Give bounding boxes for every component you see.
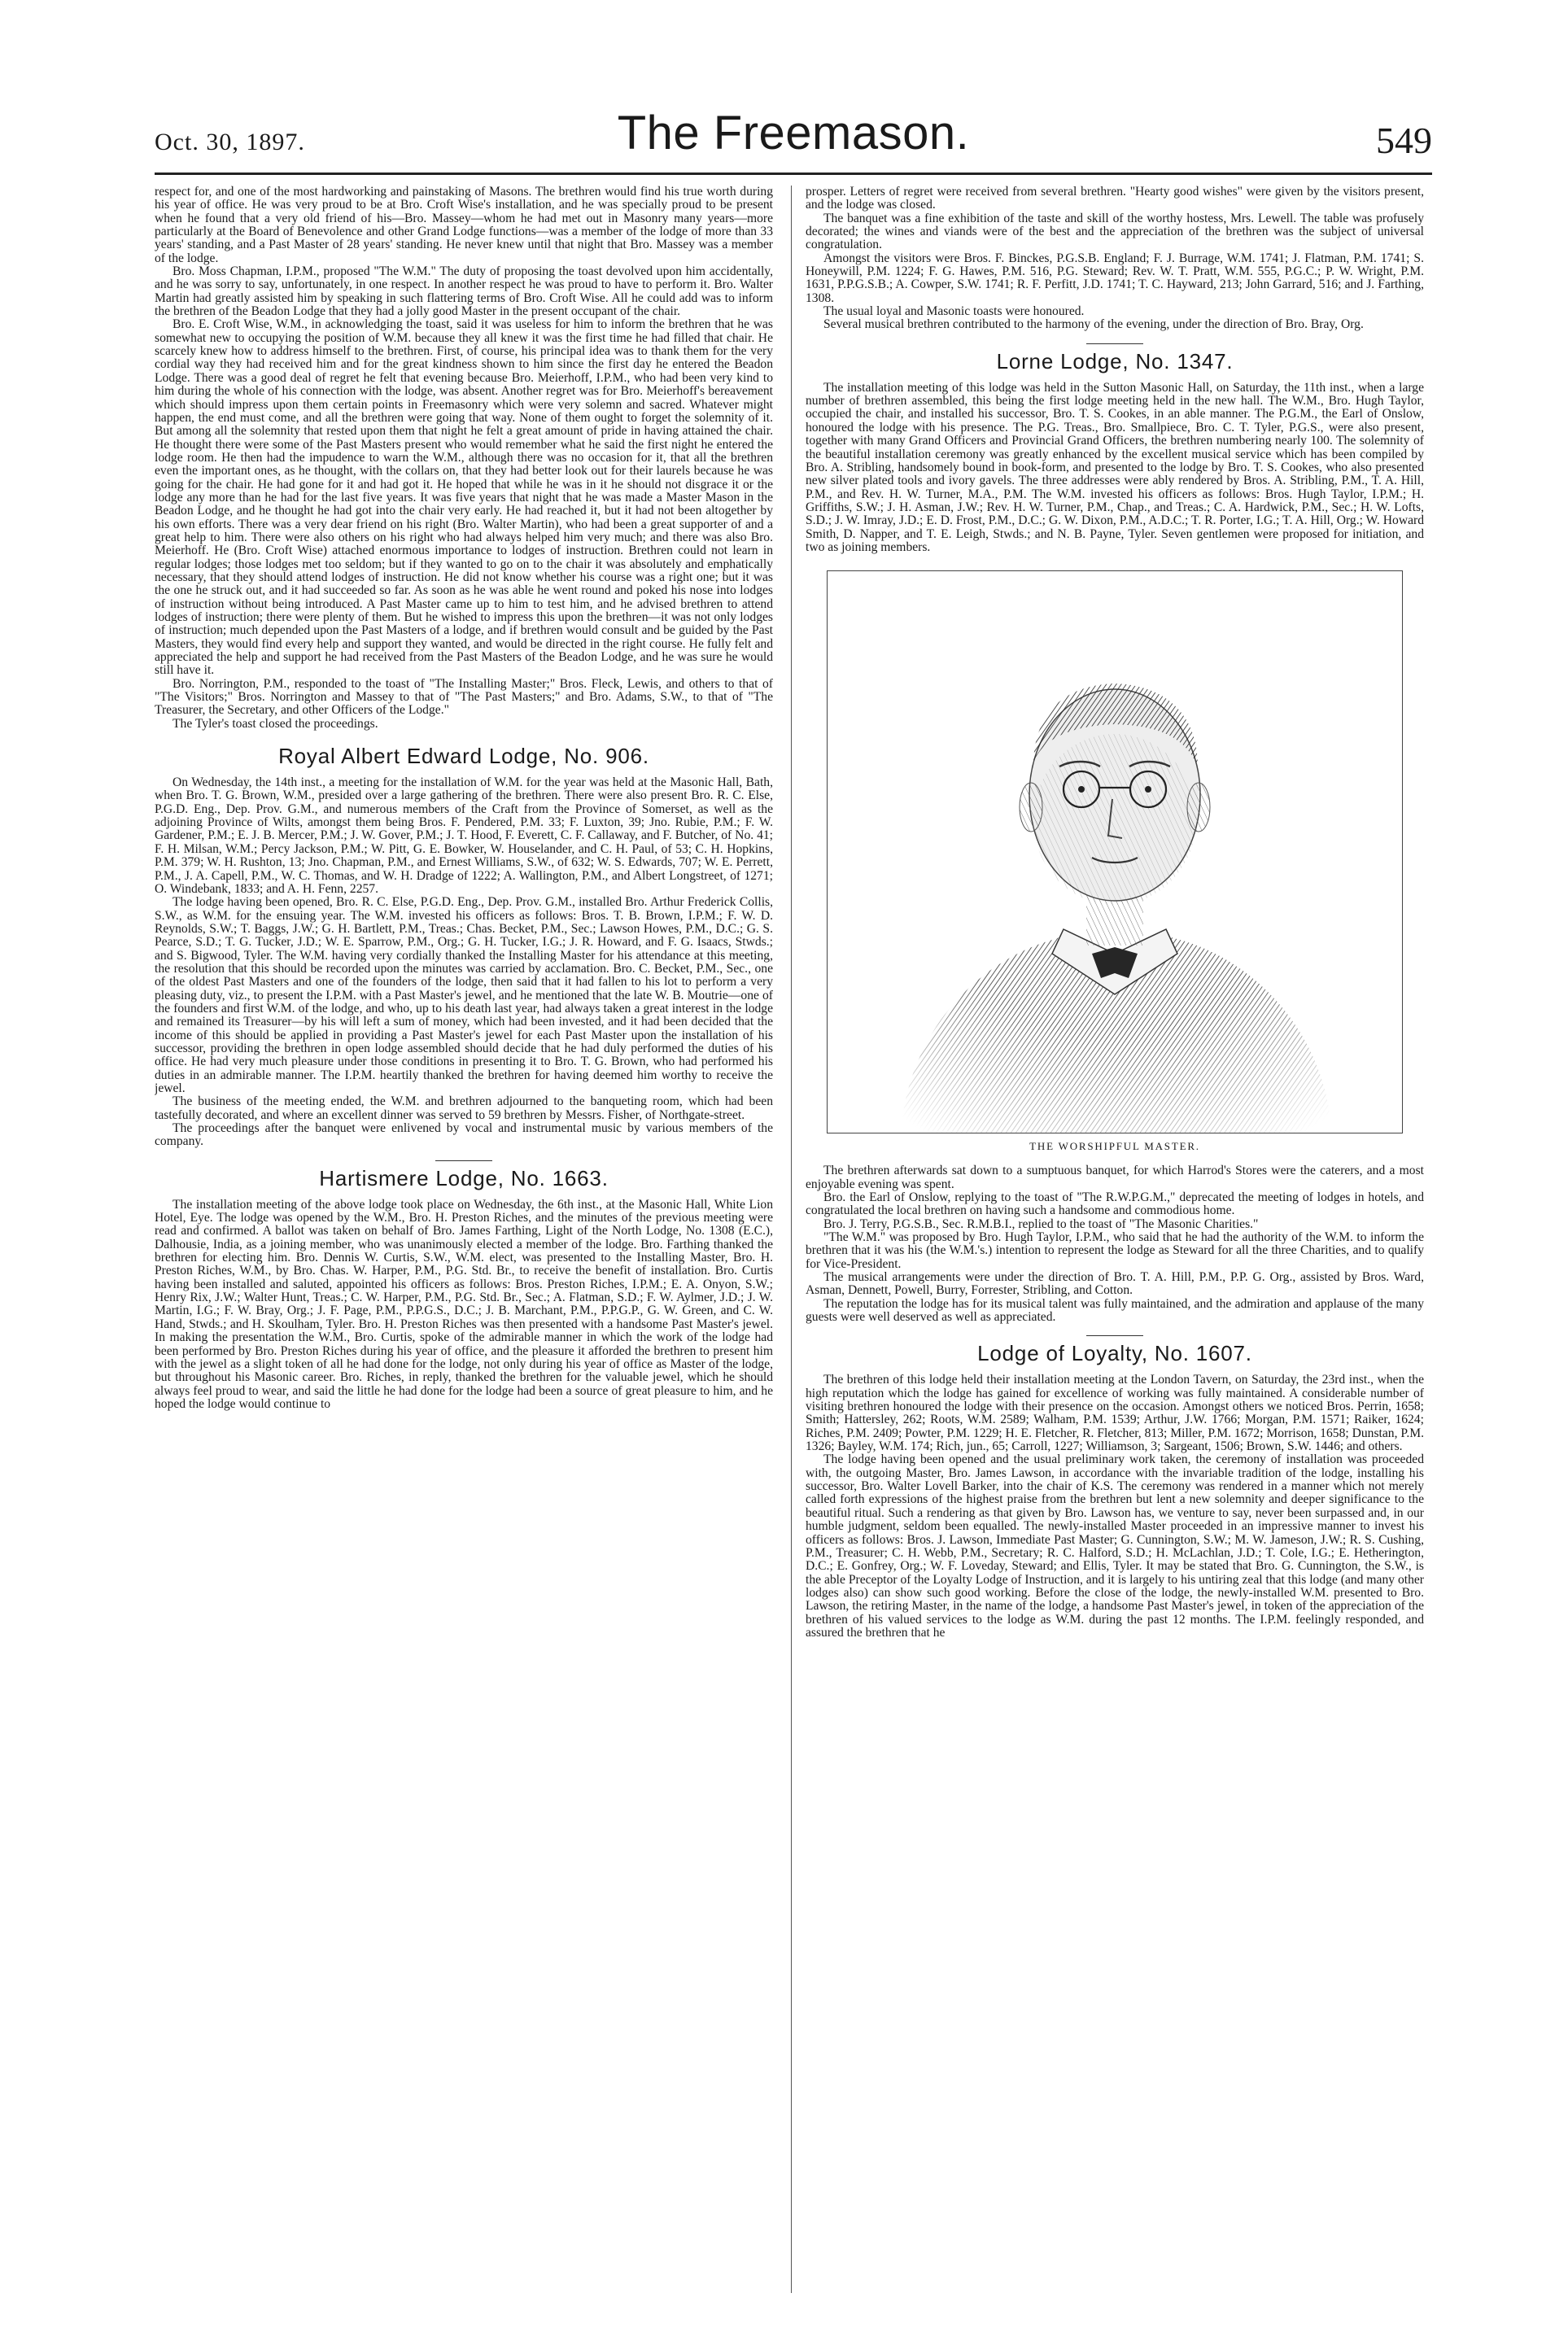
- paragraph: The installation meeting of this lodge was held in the Sutton Masonic Hall, on Saturday, the 11th inst., when a large number of brethren assembled, this being the first lodge meeting held in the new hall. The W.M., Bro. Hugh Taylor, occupied the chair, and installed his successor, Bro. T. S. Cookes, in an able manner. The P.G.M., the Earl of Onslow, honoured the lodge with his presence. The P.G. Treas., Bro. Smallpiece, Bro. C. T. Tyler, P.G.S., were also present, together with many Grand Officers and Provincial Grand Officers, the brethren numbering nearly 100. The solemnity of the beautiful installation ceremony was greatly enhanced by the excellent musical service which has been compiled by Bro. A. Stribling, handsomely bound in book-form, and presented to the lodge by Bro. T. S. Cookes, who also presented new silver plated tools and ivory gavels. The three addresses were ably rendered by Bros. A. Stribling, P.M., T. A. Hill, P.M., and Rev. H. W. Turner, M.A., P.M. The W.M. invested his officers as follows: Bros. Hugh Taylor, I.P.M.; H. Griffiths, S.W.; J. H. Asman, J.W.; Rev. H. W. Turner, P.M., Chap., and Treas.; C. A. Hardwick, P.M., Sec.; H. W. Lofts, S.D.; J. W. Imray, J.D.; E. D. Frost, P.M., D.C.; G. W. Dixon, P.M., A.D.C.; T. R. Porter, I.G.; T. A. Hill, Org.; W. Howard Smith, D. Napper, and T. E. Leigh, Stwds.; and N. B. Payne, Tyler. Seven gentlemen were proposed for initiation, and two as joining members.: [806, 380, 1424, 554]
- masthead: [155, 106, 1432, 163]
- issue-date: Oct. 30, 1897.: [155, 129, 305, 155]
- paragraph: The banquet was a fine exhibition of the taste and skill of the worthy hostess, Mrs. Lewell. The table was profusely decorated; the wines and viands were of the best and the appreciation of the brethren was the subject of universal congratulation.: [806, 211, 1424, 252]
- article-lorne-lodge: [806, 343, 1424, 1325]
- portrait-engraving: [828, 571, 1402, 1133]
- article-lodge-of-loyalty: [806, 1335, 1424, 1640]
- paragraph: Bro. Norrington, P.M., responded to the toast of "The Installing Master;" Bros. Fleck, Lewis, and others to that of "The Visitors;" Bros. Norrington and Massey to that of "The Past Masters;" and Bro. Adams, S.W., to that of "The Treasurer, the Secretary, and other Officers of the Lodge.": [155, 676, 773, 718]
- section-rule: [435, 1160, 492, 1161]
- left-column: [155, 186, 773, 2293]
- paragraph: Several musical brethren contributed to the harmony of the evening, under the direction of Bro. Bray, Org.: [823, 317, 1364, 332]
- paragraph: The reputation the lodge has for its musical talent was fully maintained, and the admiration and applause of the many guests were well deserved as well as appreciated.: [806, 1296, 1424, 1325]
- column-divider: [791, 186, 792, 2293]
- hartismere-lodge-continuation: [806, 186, 1424, 332]
- section-heading: Lorne Lodge, No. 1347.: [996, 348, 1234, 373]
- paragraph: The brethren afterwards sat down to a sumptuous banquet, for which Harrod's Stores were the caterers, and a most enjoyable evening was spent.: [806, 1164, 1424, 1191]
- paragraph: prosper. Letters of regret were received from several brethren. "Hearty good wishes" were given by the visitors present, and the lodge was closed.: [806, 186, 1424, 212]
- paragraph: The installation meeting of the above lodge took place on Wednesday, the 6th inst., at the Masonic Hall, White Lion Hotel, Eye. The lodge was opened by the W.M., Bro. H. Preston Riches, and the minutes of the previous meeting were read and confirmed. A ballot was taken on behalf of Bro. James Farthing, Light of the North Lodge, No. 1308 (E.C.), Dalhousie, India, as a joining member, who was unanimously elected a member of the lodge. Bro. Farthing thanked the brethren for electing him. Bro. Dennis W. Curtis, S.W., W.M. elect, was presented to the Installing Master, Bro. H. Preston Riches, W.M., by Bro. Chas. W. Harper, P.M., P.G. Std. Br., to receive the benefit of installation. Bro. Curtis having been installed and saluted, appointed his officers as follows: Bros. Preston Riches, I.P.M.; E. A. Onyon, S.W.; Henry Rix, J.W.; Walter Hunt, Treas.; C. W. Harper, P.M., P.G. Std. Br., Sec.; A. Flatman, S.D.; F. W. Aylmer, J.D.; J. W. Martin, I.G.; F. W. Bray, Org.; J. F. Page, P.M., P.P.G.S., D.C.; J. B. Marchant, P.M., P.P.G.P., G. W. Green, and C. W. Hand, Stwds.; and H. Skoulham, Tyler. Bro. H. Preston Riches was then presented with a handsome Past Master's jewel. In making the presentation the W.M., Bro. Curtis, spoke of the admirable manner in which the work of the lodge had been performed by Bro. Preston Riches during his year of office, and the pleasure it afforded the brethren to present him with the jewel as a slight token of all he had done for the lodge, not only during his year of office as Master of the lodge, but throughout his Masonic career. Bro. Riches, in reply, thanked the brethren for the valuable jewel, which he should always feel proud to wear, and said the little he had done for the lodge had been a source of great pleasure to him, and he hoped the lodge would continue to: [155, 1197, 773, 1411]
- paragraph: The lodge having been opened and the usual preliminary work taken, the ceremony of installation was proceeded with, the outgoing Master, Bro. James Lawson, in accordance with the invariable tradition of the lodge, installing his successor, Bro. Walter Lovell Barker, into the chair of K.S. The ceremony was rendered in a manner which not merely called forth expressions of the highest praise from the brethren but lent a new solemnity and deeper significance to the beautiful ritual. Such a rendering as that given by Bro. Lawson has, we venture to say, never been surpassed and, in our humble judgment, seldom been equalled. The newly-installed Master proceeded in an impressive manner to invest his officers as follows: Bros. J. Lawson, Immediate Past Master; G. Cunnington, S.W.; M. W. Jameson, J.W.; R. S. Cushing, P.M., Treasurer; C. H. Webb, P.M., Secretary; R. C. Halford, S.D.; H. McLachlan, J.D.; T. Cole, I.G.; E. Hetherington, D.C.; E. Gonfrey, Org.; W. F. Loveday, Steward; and Ellis, Tyler. It may be stated that Bro. G. Cunnington, the S.W., is the able Preceptor of the Loyalty Lodge of Instruction, and it is largely to his untiring zeal that this lodge (and many other lodges also) can show such good working. Before the close of the lodge, the newly-installed W.M. presented to Bro. Lawson, the retiring Master, in the name of the lodge, a handsome Past Master's jewel, in token of the appreciation of the brethren of his valued services to the lodge as W.M. during the past 12 months. The I.P.M. feelingly responded, and assured the brethren that he: [806, 1452, 1424, 1640]
- masthead-rule: [155, 173, 1432, 175]
- paragraph: On Wednesday, the 14th inst., a meeting for the installation of W.M. for the year was held at the Masonic Hall, Bath, when Bro. T. G. Brown, W.M., presided over a large gathering of the brethren. There were also present Bro. R. C. Else, P.G.D. Eng., Dep. Prov. G.M., and numerous members of the Craft from the Province of Somerset, as well as the adjoining Province of Wilts, amongst them being Bros. F. Pendered, P.M. 33; F. Luxton, 39; Jno. Rubie, P.M.; F. W. Gardener, P.M.; E. J. B. Mercer, P.M.; J. W. Gover, P.M.; J. T. Hood, F. Everett, C. F. Callaway, and F. Butcher, of No. 41; F. H. Milsan, W.M.; Percy Jackson, P.M.; W. Pitt, G. E. Bowker, W. Houselander, and C. H. Paul, of 53; C. H. Hopkins, P.M. 379; W. H. Rushton, 13; Jno. Chapman, P.M., and Ernest Williams, S.W., of 632; W. S. Edwards, 707; W. E. Perrett, P.M., J. A. Capell, P.M., W. C. Thomas, and W. H. Dradge of 1222; A. Wallington, P.M., and Albert Longstreet, of 1271; O. Windebank, 1833; and A. H. Fenn, 2257.: [155, 775, 773, 896]
- section-heading: Lodge of Loyalty, No. 1607.: [977, 1341, 1252, 1366]
- portrait-figure: [806, 570, 1424, 1153]
- paragraph: "The W.M." was proposed by Bro. Hugh Taylor, I.P.M., who said that he had the authority of the W.M. to inform the brethren that it was his (the W.M.'s.) intention to represent the lodge as Steward for all the three Charities, and to qualify for Vice-President.: [806, 1230, 1424, 1271]
- right-column: [806, 186, 1424, 2293]
- paragraph: The business of the meeting ended, the W.M. and brethren adjourned to the banqueting room, which had been tastefully decorated, and where an excellent dinner was served to 59 brethren by Messrs. Fisher, of Northgate-street.: [155, 1094, 773, 1122]
- paragraph: Bro. E. Croft Wise, W.M., in acknowledging the toast, said it was useless for him to inform the brethren that he was somewhat new to occupying the position of W.M. because they all knew it was the first time he had filled that chair. He scarcely knew how to address himself to the brethren. First, of course, his principal idea was to thank them for the very cordial way they had received him and for the great kindness shown to him since the first day he entered the Beadon Lodge. There was a good deal of regret he felt that evening because Bro. Meierhoff, I.P.M., who had been very kind to him during the whole of his connection with the lodge, was absent. Another regret was for Bro. Meierhoff's bereavement which should impress upon them certain points in Freemasonry which were very solemn and sacred. Whatever might happen, the end must come, and all the brethren were going that way. None of them ought to forget the solemnity of it. But among all the solemnity that rested upon them that night he felt a great amount of pride in having attained the chair. He thought there were some of the Past Masters present who would remember what he said the first night he entered the lodge room. He then had the impudence to warn the W.M., although there was no occasion for it, that all the brethren even the important ones, as he thought, with the collars on, that they had better look out for their laurels because he was going for the chair. He had gone for it and had got it. He hoped that while he was in it he should not disgrace it or the lodge any more than he had for the last five years. It was five years that night that he was made a Master Mason in the Beadon Lodge, and he thought he had got into the chair very early. He had reached it, but it had not been altogether by his own efforts. There was a very dear friend on his right (Bro. Walter Martin), who had been a great supporter of and a great help to him. There were also others on his right who had always helped him very much; and there was also Bro. Meierhoff. He (Bro. Croft Wise) attached enormous importance to lodges of instruction. Brethren could not learn in regular lodges; those lodges met too seldom; but if they wanted to go on to the chair it was absolutely and emphatically necessary, that they should attend lodges of instruction. He did not know whether his course was a right one; but it was the one he struck out, and it had succeeded so far. As soon as he was able he went round and poked his nose into lodges of instruction without being introduced. A Past Master came up to him to test him, and he advised brethren to attend lodges of instruction; there were plenty of them. But he wished to impress this upon the brethren—it was not only lodges of instruction; much depended upon the Past Masters of a lodge, and if brethren would consult and be guided by the Past Masters, they would find every help and support they wanted, and would be directed in the right course. He fully felt and appreciated the help and support he had received from the Past Masters of the Beadon Lodge, and he was sure he would still have it.: [155, 317, 773, 678]
- section-rule: [1086, 343, 1143, 344]
- paragraph: Bro. Moss Chapman, I.P.M., proposed "The W.M." The duty of proposing the toast devolved upon him accidentally, and he was sorry to say, unfortunately, in one respect. In another respect he was proud to have to perform it. Bro. Walter Martin had greatly assisted him by speaking in such flattering terms of Bro. Croft Wise. All he could add was to inform the brethren of the Beadon Lodge that they had a jolly good Master in the present occupant of the chair.: [155, 264, 773, 319]
- paragraph: The brethren of this lodge held their installation meeting at the London Tavern, on Saturday, the 23rd inst., when the high reputation which the lodge has gained for excellence of working was fully maintained. A considerable number of visiting brethren honoured the lodge with their presence on the occasion. Amongst others we noticed Bros. Perrin, 1658; Smith; Hattersley, 262; Roots, W.M. 2589; Walham, P.M. 1539; Arthur, J.W. 1766; Morgan, P.M. 1571; Raiker, 1624; Riches, P.M. 2409; Powter, P.M. 1229; H. E. Fletcher, R. Fletcher, 813; Miller, P.M. 1672; Morrison, 1658; Dunstan, P.M. 1326; Bayley, W.M. 174; Rich, jun., 65; Carroll, 1227; Williamson, 3; Sargeant, 1506; Brown, S.W. 1446; and others.: [806, 1373, 1424, 1454]
- section-heading: Royal Albert Edward Lodge, No. 906.: [278, 744, 649, 769]
- paragraph: The lodge having been opened, Bro. R. C. Else, P.G.D. Eng., Dep. Prov. G.M., installed Bro. Arthur Frederick Collis, S.W., as W.M. for the ensuing year. The W.M. invested his officers as follows: Bros. T. B. Brown, I.P.M.; F. W. D. Reynolds, S.W.; T. Baggs, J.W.; G. H. Bartlett, P.M., Treas.; Chas. Becket, P.M., Sec.; Lawson Howes, P.M., D.C.; G. S. Pearce, S.D.; T. G. Tucker, J.D.; W. E. Sparrow, P.M., Org.; G. H. Tucker, I.G.; J. R. Howard, and F. G. Isaacs, Stwds.; and S. Bigwood, Tyler. The W.M. having very cordially thanked the Installing Master for his attendance at this meeting, the resolution that this should be recorded upon the minutes was carried by acclamation. Bro. C. Becket, P.M., Sec., one of the oldest Past Masters and one of the founders of the lodge, then said that it had fallen to his lot to perform a very pleasing duty, viz., to present the I.P.M. with a Past Master's jewel, and he mentioned that the late W. B. Moutrie—one of the founders and first W.M. of the lodge, and who, up to his death last year, had always taken a great interest in the lodge and remained its Treasurer—by his will left a sum of money, which had been invested, and it had been decided that the income of this should be applied in providing a Past Master's jewel for each Past Master upon the installation of his successor, providing the brethren in open lodge assembled should decide that he had duly performed the duties of his office. He had very much pleasure under those conditions in presenting it to Bro. T. G. Brown, who had performed his duties in an admirable manner. The I.P.M. heartily thanked the brethren for having deemed him worthy to receive the jewel.: [155, 895, 773, 1095]
- article-royal-albert-edward-lodge: [155, 744, 773, 1149]
- paragraph: The musical arrangements were under the direction of Bro. T. A. Hill, P.M., P.P. G. Org., assisted by Bros. Ward, Asman, Dennett, Powell, Burry, Forrester, Stribling, and Cotton.: [806, 1270, 1424, 1298]
- newspaper-title: The Freemason.: [617, 107, 970, 159]
- section-rule: [1086, 1335, 1143, 1336]
- article-hartismere-lodge: [155, 1160, 773, 1412]
- paragraph: Bro. J. Terry, P.G.S.B., Sec. R.M.B.I., replied to the toast of "The Masonic Charities.": [823, 1216, 1259, 1231]
- paragraph: Amongst the visitors were Bros. F. Binckes, P.G.S.B. England; F. J. Burrage, W.M. 1741; J. Flatman, P.M. 1741; S. Honeywill, P.M. 1224; F. G. Hawes, P.M. 516, P.G. Steward; Rev. W. T. Pratt, W.M. 555, P.G.C.; P. W. Wright, P.M. 1631, P.P.G.S.B.; A. Cowper, S.W. 1741; R. F. Perfitt, J.D. 1741; T. C. Hayward, 213; John Garrard, 516; and J. Farthing, 1308.: [806, 251, 1424, 305]
- paragraph: Bro. the Earl of Onslow, replying to the toast of "The R.W.P.G.M.," deprecated the meeting of lodges in hotels, and congratulated the local brethren on having such a handsome and commodious home.: [806, 1190, 1424, 1218]
- portrait-frame: [827, 570, 1403, 1133]
- beadon-lodge-continuation: [155, 186, 773, 731]
- paragraph: The proceedings after the banquet were enlivened by vocal and instrumental music by various members of the company.: [155, 1121, 773, 1149]
- section-heading: Hartismere Lodge, No. 1663.: [319, 1165, 609, 1190]
- paragraph: The usual loyal and Masonic toasts were honoured.: [823, 304, 1085, 319]
- paragraph: respect for, and one of the most hardworking and painstaking of Masons. The brethren would find his true worth during his year of office. He was very proud to be at Bro. Croft Wise's installation, and he was specially proud to be present when he found that a very old friend of his—Bro. Massey—whom he had met out in Masonry many years—more particularly at the Board of Benevolence and other Grand Lodge functions—was a member of the lodge of more than 33 years' standing, and a Past Master of 28 years' standing. He never knew until that night that Bro. Massey was a member of the lodge.: [155, 186, 773, 265]
- paragraph: The Tyler's toast closed the proceedings.: [173, 716, 378, 731]
- page-number: 549: [1376, 120, 1432, 161]
- portrait-caption: THE WORSHIPFUL MASTER.: [1029, 1140, 1200, 1153]
